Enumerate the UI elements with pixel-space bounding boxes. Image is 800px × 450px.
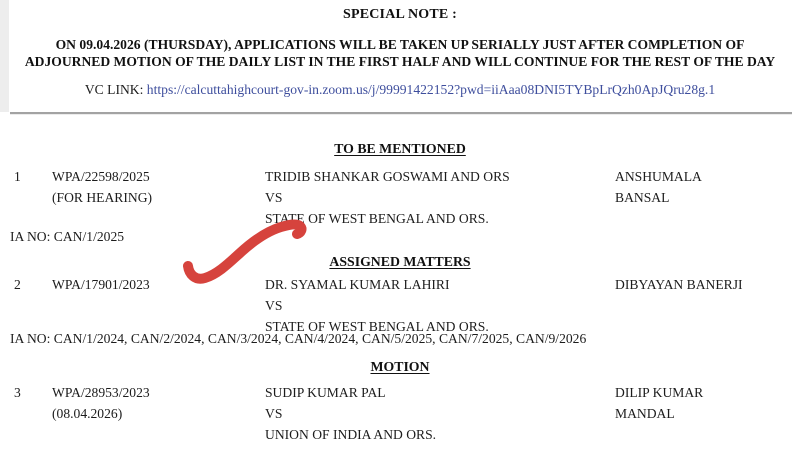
case-row xyxy=(0,274,800,337)
special-note-line-1: ON 09.04.2026 (THURSDAY), APPLICATIONS WILL BE TAKEN UP SERIALLY JUST AFTER COMPLETION OF xyxy=(55,37,745,52)
vc-link-line xyxy=(0,82,800,98)
respondent-name: STATE OF WEST BENGAL AND ORS. xyxy=(265,211,489,226)
case-number-cell xyxy=(52,382,265,445)
case-note: (08.04.2026) xyxy=(52,406,123,421)
vs-label: VS xyxy=(265,406,283,421)
section-heading-motion: MOTION xyxy=(370,359,430,374)
vc-link-label: VC LINK: xyxy=(84,82,144,97)
special-note-text xyxy=(0,36,800,70)
petitioner-name: DR. SYAMAL KUMAR LAHIRI xyxy=(265,277,450,292)
vs-label: VS xyxy=(265,190,283,205)
serial-number: 3 xyxy=(14,385,21,400)
advocate-cell xyxy=(615,166,794,229)
parties-cell xyxy=(265,274,615,337)
serial-cell xyxy=(14,166,52,229)
case-number: WPA/22598/2025 xyxy=(52,169,150,184)
case-note: (FOR HEARING) xyxy=(52,190,153,205)
advocate-name-line-1: ANSHUMALA xyxy=(615,169,702,184)
advocate-name-line-2: MANDAL xyxy=(615,406,675,421)
advocate-name-line-2: BANSAL xyxy=(615,190,670,205)
serial-cell xyxy=(14,382,52,445)
advocate-name-line-1: DIBYAYAN BANERJI xyxy=(615,277,743,292)
respondent-name: STATE OF WEST BENGAL AND ORS. xyxy=(265,319,489,334)
parties-cell xyxy=(265,166,615,229)
ia-numbers-line: IA NO: CAN/1/2024, CAN/2/2024, CAN/3/2024, CAN/4/2024, CAN/5/2025, CAN/7/2025, CAN/9/2026 xyxy=(10,331,587,346)
case-row xyxy=(0,166,800,229)
case-number: WPA/28953/2023 xyxy=(52,385,150,400)
section-heading-to-be-mentioned: TO BE MENTIONED xyxy=(334,141,466,156)
case-number-cell xyxy=(52,166,265,229)
advocate-cell xyxy=(615,382,794,445)
advocate-cell xyxy=(615,274,794,337)
serial-number: 1 xyxy=(14,169,21,184)
serial-cell xyxy=(14,274,52,337)
page-edge xyxy=(0,0,9,112)
vs-label: VS xyxy=(265,298,283,313)
vc-link-url[interactable]: https://calcuttahighcourt-gov-in.zoom.us/j/99991422152?pwd=iiAaa08DNI5TYBpLrQzh0ApJQru28g.1 xyxy=(146,82,716,97)
parties-cell xyxy=(265,382,615,445)
case-number-cell xyxy=(52,274,265,337)
respondent-name: UNION OF INDIA AND ORS. xyxy=(265,427,437,442)
case-row xyxy=(0,382,800,445)
advocate-name-line-1: DILIP KUMAR xyxy=(615,385,704,400)
petitioner-name: SUDIP KUMAR PAL xyxy=(265,385,386,400)
section-heading-assigned-matters: ASSIGNED MATTERS xyxy=(329,254,471,269)
ia-numbers-line: IA NO: CAN/1/2025 xyxy=(10,229,125,244)
serial-number: 2 xyxy=(14,277,21,292)
page-title: SPECIAL NOTE : xyxy=(342,7,458,22)
case-number: WPA/17901/2023 xyxy=(52,277,150,292)
petitioner-name: TRIDIB SHANKAR GOSWAMI AND ORS xyxy=(265,169,510,184)
special-note-line-2: ADJOURNED MOTION OF THE DAILY LIST IN THE FIRST HALF AND WILL CONTINUE FOR THE REST OF THE DAY xyxy=(24,54,776,69)
horizontal-divider xyxy=(10,112,792,115)
